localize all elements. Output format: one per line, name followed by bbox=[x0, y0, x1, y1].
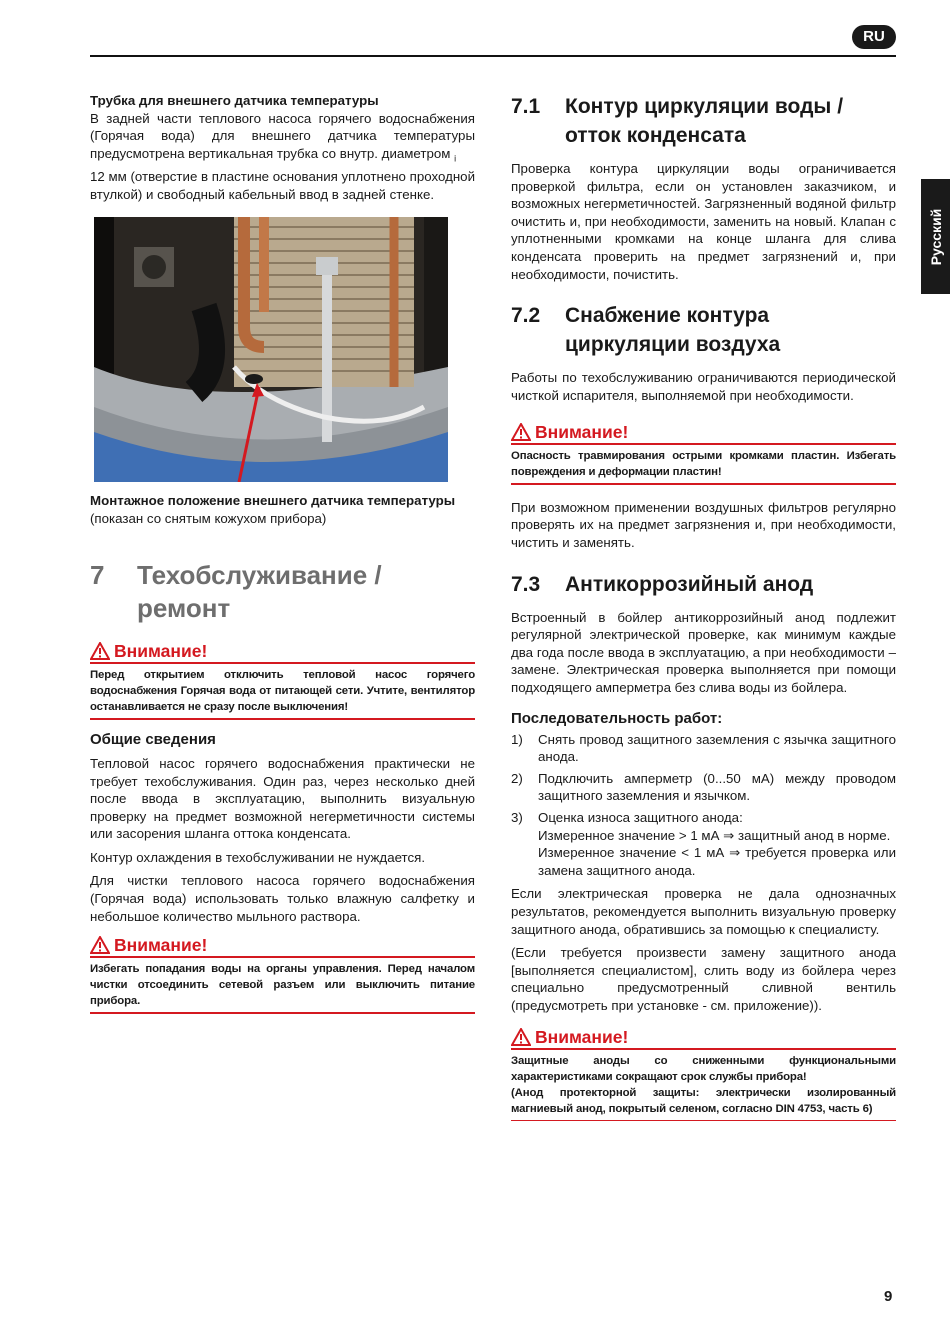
step-number: 2) bbox=[511, 770, 523, 786]
warning-title: Внимание! bbox=[535, 422, 629, 443]
warning-box-2 bbox=[90, 935, 475, 1014]
section-7-1-number: 7.1 bbox=[511, 95, 541, 118]
tube-text-2: 12 мм (отверстие в пластине основания уплотнено проходной втулкой) и свободный кабельный ввод в задней стенке. bbox=[90, 169, 475, 202]
after-check-paragraph-2: (Если требуется произвести замену защитного анода [выполняется специалистом], слить воду из бойлера через специально предусмотренный сливной вентиль (предусмотреть при установке - см. приложение)). bbox=[511, 945, 896, 1013]
warning-triangle-icon bbox=[511, 1028, 531, 1046]
sensor-installation-photo bbox=[94, 217, 448, 482]
warning-text: Перед открытием отключить тепловой насос горячего водоснабжения Горячая вода от питающей сети. Учтите, вентилятор останавливается не сразу после выключения! bbox=[90, 669, 475, 714]
photo-caption-bold: Монтажное положение внешнего датчика температуры bbox=[90, 493, 456, 509]
warning-box-1 bbox=[90, 641, 475, 720]
procedure-steps bbox=[511, 731, 896, 880]
procedure-step bbox=[511, 731, 896, 766]
after-check-paragraph-1: Если электрическая проверка не дала однозначных результатов, рекомендуется выполнить визуальную проверку защитного анода, обратившись за помощью к специалисту. bbox=[511, 886, 896, 937]
procedure-step bbox=[511, 809, 896, 879]
tube-paragraph bbox=[90, 110, 475, 204]
warning-title: Внимание! bbox=[114, 935, 208, 956]
general-paragraph-1: Тепловой насос горячего водоснабжения практически не требует техобслуживания. Один раз, через несколько дней после ввода в эксплуатацию, выполнить визуальную проверку на предмет возможной негерметичности системы или засорения шланга оттока конденсата. bbox=[90, 755, 475, 842]
warning-bottom-rule bbox=[511, 1120, 896, 1122]
section-7-1-title: Контур циркуляции воды / отток конденсата bbox=[565, 95, 844, 147]
warning-triangle-icon bbox=[511, 423, 531, 441]
step-number: 1) bbox=[511, 731, 523, 747]
left-column bbox=[90, 92, 475, 1024]
section-7-2-number: 7.2 bbox=[511, 304, 541, 328]
general-paragraph-2: Контур охлаждения в техобслуживании не нуждается. bbox=[90, 849, 426, 865]
warning-text-2: (Анод протекторной защиты: электрически изолированный магниевый анод, покрытый селеном, согласно DIN 4753, часть 6) bbox=[511, 1086, 896, 1115]
page-number: 9 bbox=[884, 1288, 893, 1305]
section-7-2-text-2: При возможном применении воздушных фильтров регулярно проверять их на предмет загрязнения и, при необходимости, чистить и заменять. bbox=[511, 499, 896, 551]
warning-text: Опасность травмирования острыми кромками пластин. Избегать повреждения и деформации пластин! bbox=[511, 450, 896, 479]
section-7-1-heading bbox=[511, 92, 896, 150]
header-rule bbox=[90, 55, 896, 57]
section-7-1-text: Проверка контура циркуляции воды ограничивается проверкой фильтра, если он установлен заказчиком, и возможных негерметичностей. Загрязненный водяной фильтр очистить и, при необходимости, заменить на новый. Клапан с уплотненными кромками на конце шланга для слива конденсата проверить на предмет загрязнений и, при необходимости, почистить. bbox=[511, 161, 896, 282]
tube-text-1: В задней части теплового насоса горячего водоснабжения (Горячая вода) для внешнего датчика температуры предусмотрена вертикальная трубка со внутр. диаметром bbox=[90, 110, 475, 161]
procedure-heading: Последовательность работ: bbox=[511, 709, 723, 727]
step-3-result-ok: Измеренное значение > 1 мА ⇒ защитный анод в норме. bbox=[538, 827, 891, 843]
section-7-number: 7 bbox=[90, 560, 105, 591]
section-7-2-heading bbox=[511, 301, 896, 359]
general-paragraph-3: Для чистки теплового насоса горячего водоснабжения (Горячая вода) использовать только влажную салфетку и небольшое количество мыльного раствора. bbox=[90, 873, 475, 924]
warning-rule bbox=[90, 956, 475, 958]
warning-rule bbox=[511, 1048, 896, 1050]
step-text: Снять провод защитного заземления с язычка защитного анода. bbox=[538, 731, 896, 765]
warning-triangle-icon bbox=[90, 642, 110, 660]
diameter-mark: i bbox=[454, 153, 457, 164]
language-badge: RU bbox=[852, 25, 896, 49]
warning-box-3 bbox=[511, 422, 896, 485]
procedure-step bbox=[511, 770, 896, 805]
section-7-3-title: Антикоррозийный анод bbox=[565, 572, 814, 596]
step-text: Подключить амперметр (0...50 мА) между проводом защитного заземления и язычком. bbox=[538, 770, 896, 804]
language-side-tab bbox=[921, 179, 950, 294]
section-7-title: Техобслуживание / ремонт bbox=[137, 560, 382, 624]
warning-bottom-rule bbox=[90, 718, 475, 720]
section-7-3-text: Встроенный в бойлер антикоррозийный анод подлежит регулярной электрической проверке, как минимум каждые два года после ввода в эксплуатацию, а при необходимости – замене. Электрическая проверка выполняется при помощи подходящего амперметра без слива воды из бойлера. bbox=[511, 609, 896, 695]
warning-rule bbox=[90, 662, 475, 664]
general-heading: Общие сведения bbox=[90, 730, 216, 748]
section-7-heading bbox=[90, 559, 475, 625]
step-text: Оценка износа защитного анода: bbox=[538, 809, 743, 825]
step-3-result-bad: Измеренное значение < 1 мА ⇒ требуется проверка или замена защитного анода. bbox=[538, 845, 896, 878]
warning-text: Защитные аноды со сниженными функциональными характеристиками сокращают срок службы прибора! bbox=[511, 1054, 896, 1083]
section-7-3-number: 7.3 bbox=[511, 572, 541, 596]
side-tab-label: Русский bbox=[927, 208, 944, 265]
right-column bbox=[511, 92, 896, 1131]
warning-text: Избегать попадания воды на органы управления. Перед началом чистки отсоединить сетевой разъем или выключить питание прибора. bbox=[90, 963, 475, 1008]
section-7-2-title: Снабжение контура циркуляции воздуха bbox=[565, 304, 781, 357]
section-7-2-text: Работы по техобслуживанию ограничиваются периодической чисткой испарителя, выполняемой при необходимости. bbox=[511, 370, 896, 403]
warning-title: Внимание! bbox=[114, 641, 208, 662]
warning-bottom-rule bbox=[90, 1012, 475, 1014]
warning-box-4 bbox=[511, 1027, 896, 1122]
photo-caption-normal: (показан со снятым кожухом прибора) bbox=[90, 510, 327, 526]
section-7-3-heading bbox=[511, 570, 896, 599]
tube-heading: Трубка для внешнего датчика температуры bbox=[90, 93, 379, 108]
warning-rule bbox=[511, 443, 896, 445]
step-number: 3) bbox=[511, 809, 523, 825]
warning-title: Внимание! bbox=[535, 1026, 629, 1047]
warning-triangle-icon bbox=[90, 936, 110, 954]
warning-bottom-rule bbox=[511, 483, 896, 485]
